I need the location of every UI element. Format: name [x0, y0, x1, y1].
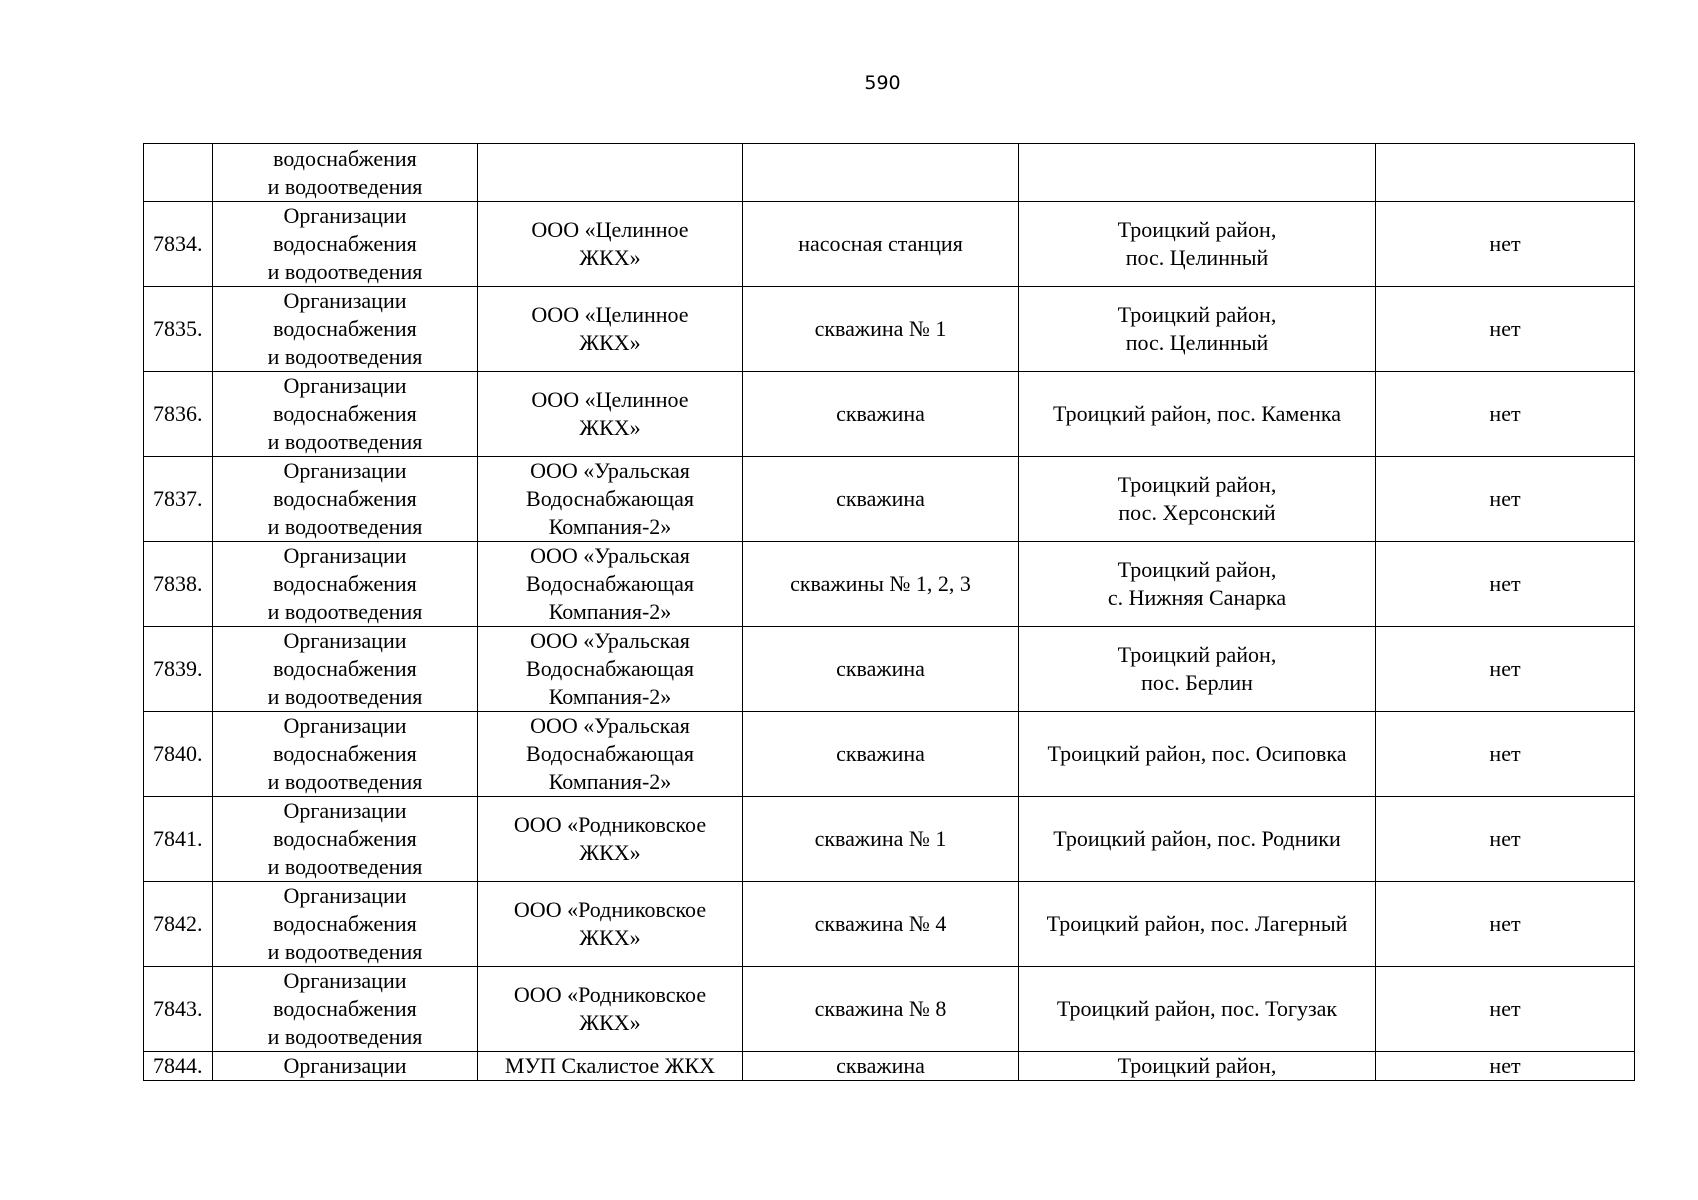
organization-type: Организации водоснабжения и водоотведения [213, 287, 478, 372]
facility-object: скважина [743, 627, 1019, 712]
organization-name: ООО «Родниковское ЖКХ» [478, 797, 743, 882]
status-flag: нет [1376, 457, 1635, 542]
row-number: 7844. [144, 1052, 213, 1081]
table-row [144, 627, 1635, 712]
table-row [144, 202, 1635, 287]
organization-type: Организации водоснабжения и водоотведения [213, 372, 478, 457]
table-row [144, 287, 1635, 372]
status-flag: нет [1376, 202, 1635, 287]
facility-address: Троицкий район, пос. Тогузак [1019, 967, 1376, 1052]
organization-name: МУП Скалистое ЖКХ [478, 1052, 743, 1081]
status-flag: нет [1376, 712, 1635, 797]
table-row [144, 967, 1635, 1052]
status-flag [1376, 144, 1635, 202]
table-row [144, 144, 1635, 202]
facility-address [1019, 144, 1376, 202]
row-number: 7839. [144, 627, 213, 712]
organization-type: Организации [213, 1052, 478, 1081]
table-row [144, 712, 1635, 797]
organization-name [478, 144, 743, 202]
facility-object: скважина [743, 712, 1019, 797]
organization-name: ООО «Целинное ЖКХ» [478, 202, 743, 287]
table-row [144, 1052, 1635, 1081]
organization-type: Организации водоснабжения и водоотведения [213, 542, 478, 627]
organization-type: Организации водоснабжения и водоотведения [213, 627, 478, 712]
organization-type: Организации водоснабжения и водоотведения [213, 202, 478, 287]
status-flag: нет [1376, 797, 1635, 882]
facility-object: скважина № 1 [743, 797, 1019, 882]
organization-type: Организации водоснабжения и водоотведения [213, 457, 478, 542]
row-number: 7841. [144, 797, 213, 882]
organization-type: Организации водоснабжения и водоотведения [213, 797, 478, 882]
organization-type: Организации водоснабжения и водоотведения [213, 882, 478, 967]
table-row [144, 372, 1635, 457]
organization-name: ООО «Уральская Водоснабжающая Компания-2» [478, 627, 743, 712]
row-number: 7837. [144, 457, 213, 542]
facility-address: Троицкий район, пос. Целинный [1019, 202, 1376, 287]
row-number: 7840. [144, 712, 213, 797]
organization-name: ООО «Уральская Водоснабжающая Компания-2» [478, 457, 743, 542]
facility-address: Троицкий район, пос. Каменка [1019, 372, 1376, 457]
organization-name: ООО «Уральская Водоснабжающая Компания-2» [478, 712, 743, 797]
page-number: 590 [864, 72, 901, 94]
facility-object: скважина № 8 [743, 967, 1019, 1052]
row-number: 7838. [144, 542, 213, 627]
facility-address: Троицкий район, пос. Родники [1019, 797, 1376, 882]
organization-name: ООО «Родниковское ЖКХ» [478, 967, 743, 1052]
table-row [144, 797, 1635, 882]
facility-address: Троицкий район, с. Нижняя Санарка [1019, 542, 1376, 627]
facility-address: Троицкий район, пос. Берлин [1019, 627, 1376, 712]
status-flag: нет [1376, 372, 1635, 457]
facility-address: Троицкий район, пос. Лагерный [1019, 882, 1376, 967]
organization-name: ООО «Уральская Водоснабжающая Компания-2» [478, 542, 743, 627]
table-row [144, 542, 1635, 627]
status-flag: нет [1376, 627, 1635, 712]
facility-address: Троицкий район, пос. Херсонский [1019, 457, 1376, 542]
facility-object: скважина № 4 [743, 882, 1019, 967]
facility-object: скважина [743, 372, 1019, 457]
row-number: 7834. [144, 202, 213, 287]
registry-table [143, 143, 1635, 1081]
facility-address: Троицкий район, пос. Целинный [1019, 287, 1376, 372]
facility-address: Троицкий район, пос. Осиповка [1019, 712, 1376, 797]
organization-type: водоснабжения и водоотведения [213, 144, 478, 202]
table-row [144, 882, 1635, 967]
status-flag: нет [1376, 967, 1635, 1052]
organization-name: ООО «Целинное ЖКХ» [478, 287, 743, 372]
row-number: 7842. [144, 882, 213, 967]
status-flag: нет [1376, 882, 1635, 967]
facility-object: скважина [743, 457, 1019, 542]
row-number [144, 144, 213, 202]
organization-name: ООО «Целинное ЖКХ» [478, 372, 743, 457]
organization-name: ООО «Родниковское ЖКХ» [478, 882, 743, 967]
facility-object [743, 144, 1019, 202]
facility-object: скважины № 1, 2, 3 [743, 542, 1019, 627]
table-row [144, 457, 1635, 542]
status-flag: нет [1376, 287, 1635, 372]
facility-object: скважина [743, 1052, 1019, 1081]
row-number: 7836. [144, 372, 213, 457]
status-flag: нет [1376, 1052, 1635, 1081]
facility-object: скважина № 1 [743, 287, 1019, 372]
organization-type: Организации водоснабжения и водоотведения [213, 712, 478, 797]
row-number: 7843. [144, 967, 213, 1052]
row-number: 7835. [144, 287, 213, 372]
organization-type: Организации водоснабжения и водоотведения [213, 967, 478, 1052]
facility-address: Троицкий район, [1019, 1052, 1376, 1081]
status-flag: нет [1376, 542, 1635, 627]
facility-object: насосная станция [743, 202, 1019, 287]
